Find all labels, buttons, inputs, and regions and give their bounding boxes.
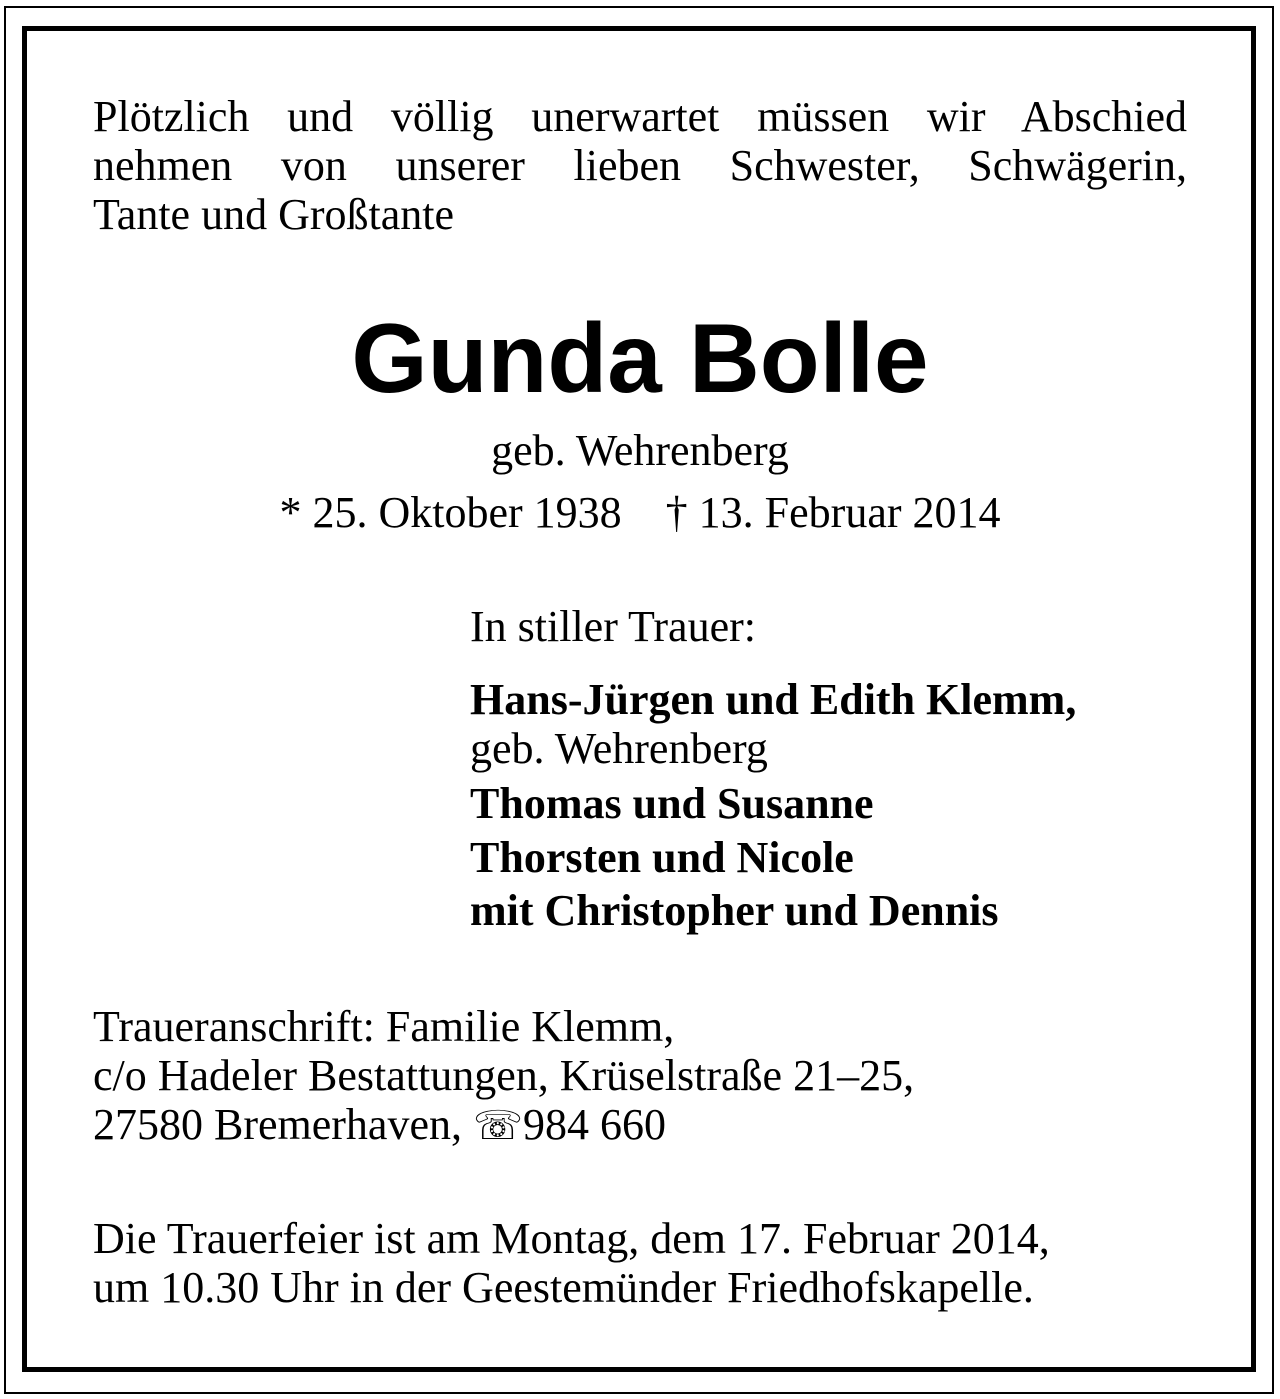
address-city: 27580 Bremerhaven, <box>93 1100 462 1149</box>
deceased-name: Gunda Bolle <box>351 303 929 413</box>
ceremony-line-2: um 10.30 Uhr in der Geestemünder Friedhofskapelle. <box>93 1263 1034 1312</box>
mourner-line-1: Hans-Jürgen und Edith Klemm, <box>470 675 1077 724</box>
life-dates <box>0 488 1280 537</box>
death-date: † 13. Februar 2014 <box>665 488 1001 537</box>
address-line-2: c/o Hadeler Bestattungen, Krüselstraße 21–25, <box>93 1051 915 1100</box>
telephone-icon: ☏ <box>473 1103 524 1149</box>
mourner-line-3: Thomas und Susanne <box>470 779 874 828</box>
address-line-1: Traueranschrift: Familie Klemm, <box>93 1002 675 1051</box>
phone-number: 984 660 <box>523 1100 667 1149</box>
intro-line-1: Plötzlich und völlig unerwartet müssen wir Abschied <box>93 92 1187 141</box>
intro-line-2: nehmen von unserer lieben Schwester, Schwägerin, <box>93 141 1187 190</box>
ceremony-line-1: Die Trauerfeier ist am Montag, dem 17. Februar 2014, <box>93 1214 1050 1263</box>
mourner-line-2: geb. Wehrenberg <box>470 724 768 773</box>
address-line-3 <box>93 1100 666 1151</box>
mourners-heading: In stiller Trauer: <box>470 602 756 651</box>
maiden-name: geb. Wehrenberg <box>491 426 789 475</box>
mourner-line-5: mit Christopher und Dennis <box>470 886 999 935</box>
mourner-line-4: Thorsten und Nicole <box>470 833 854 882</box>
birth-date: * 25. Oktober 1938 <box>279 488 622 537</box>
intro-line-3: Tante und Großtante <box>93 190 455 239</box>
